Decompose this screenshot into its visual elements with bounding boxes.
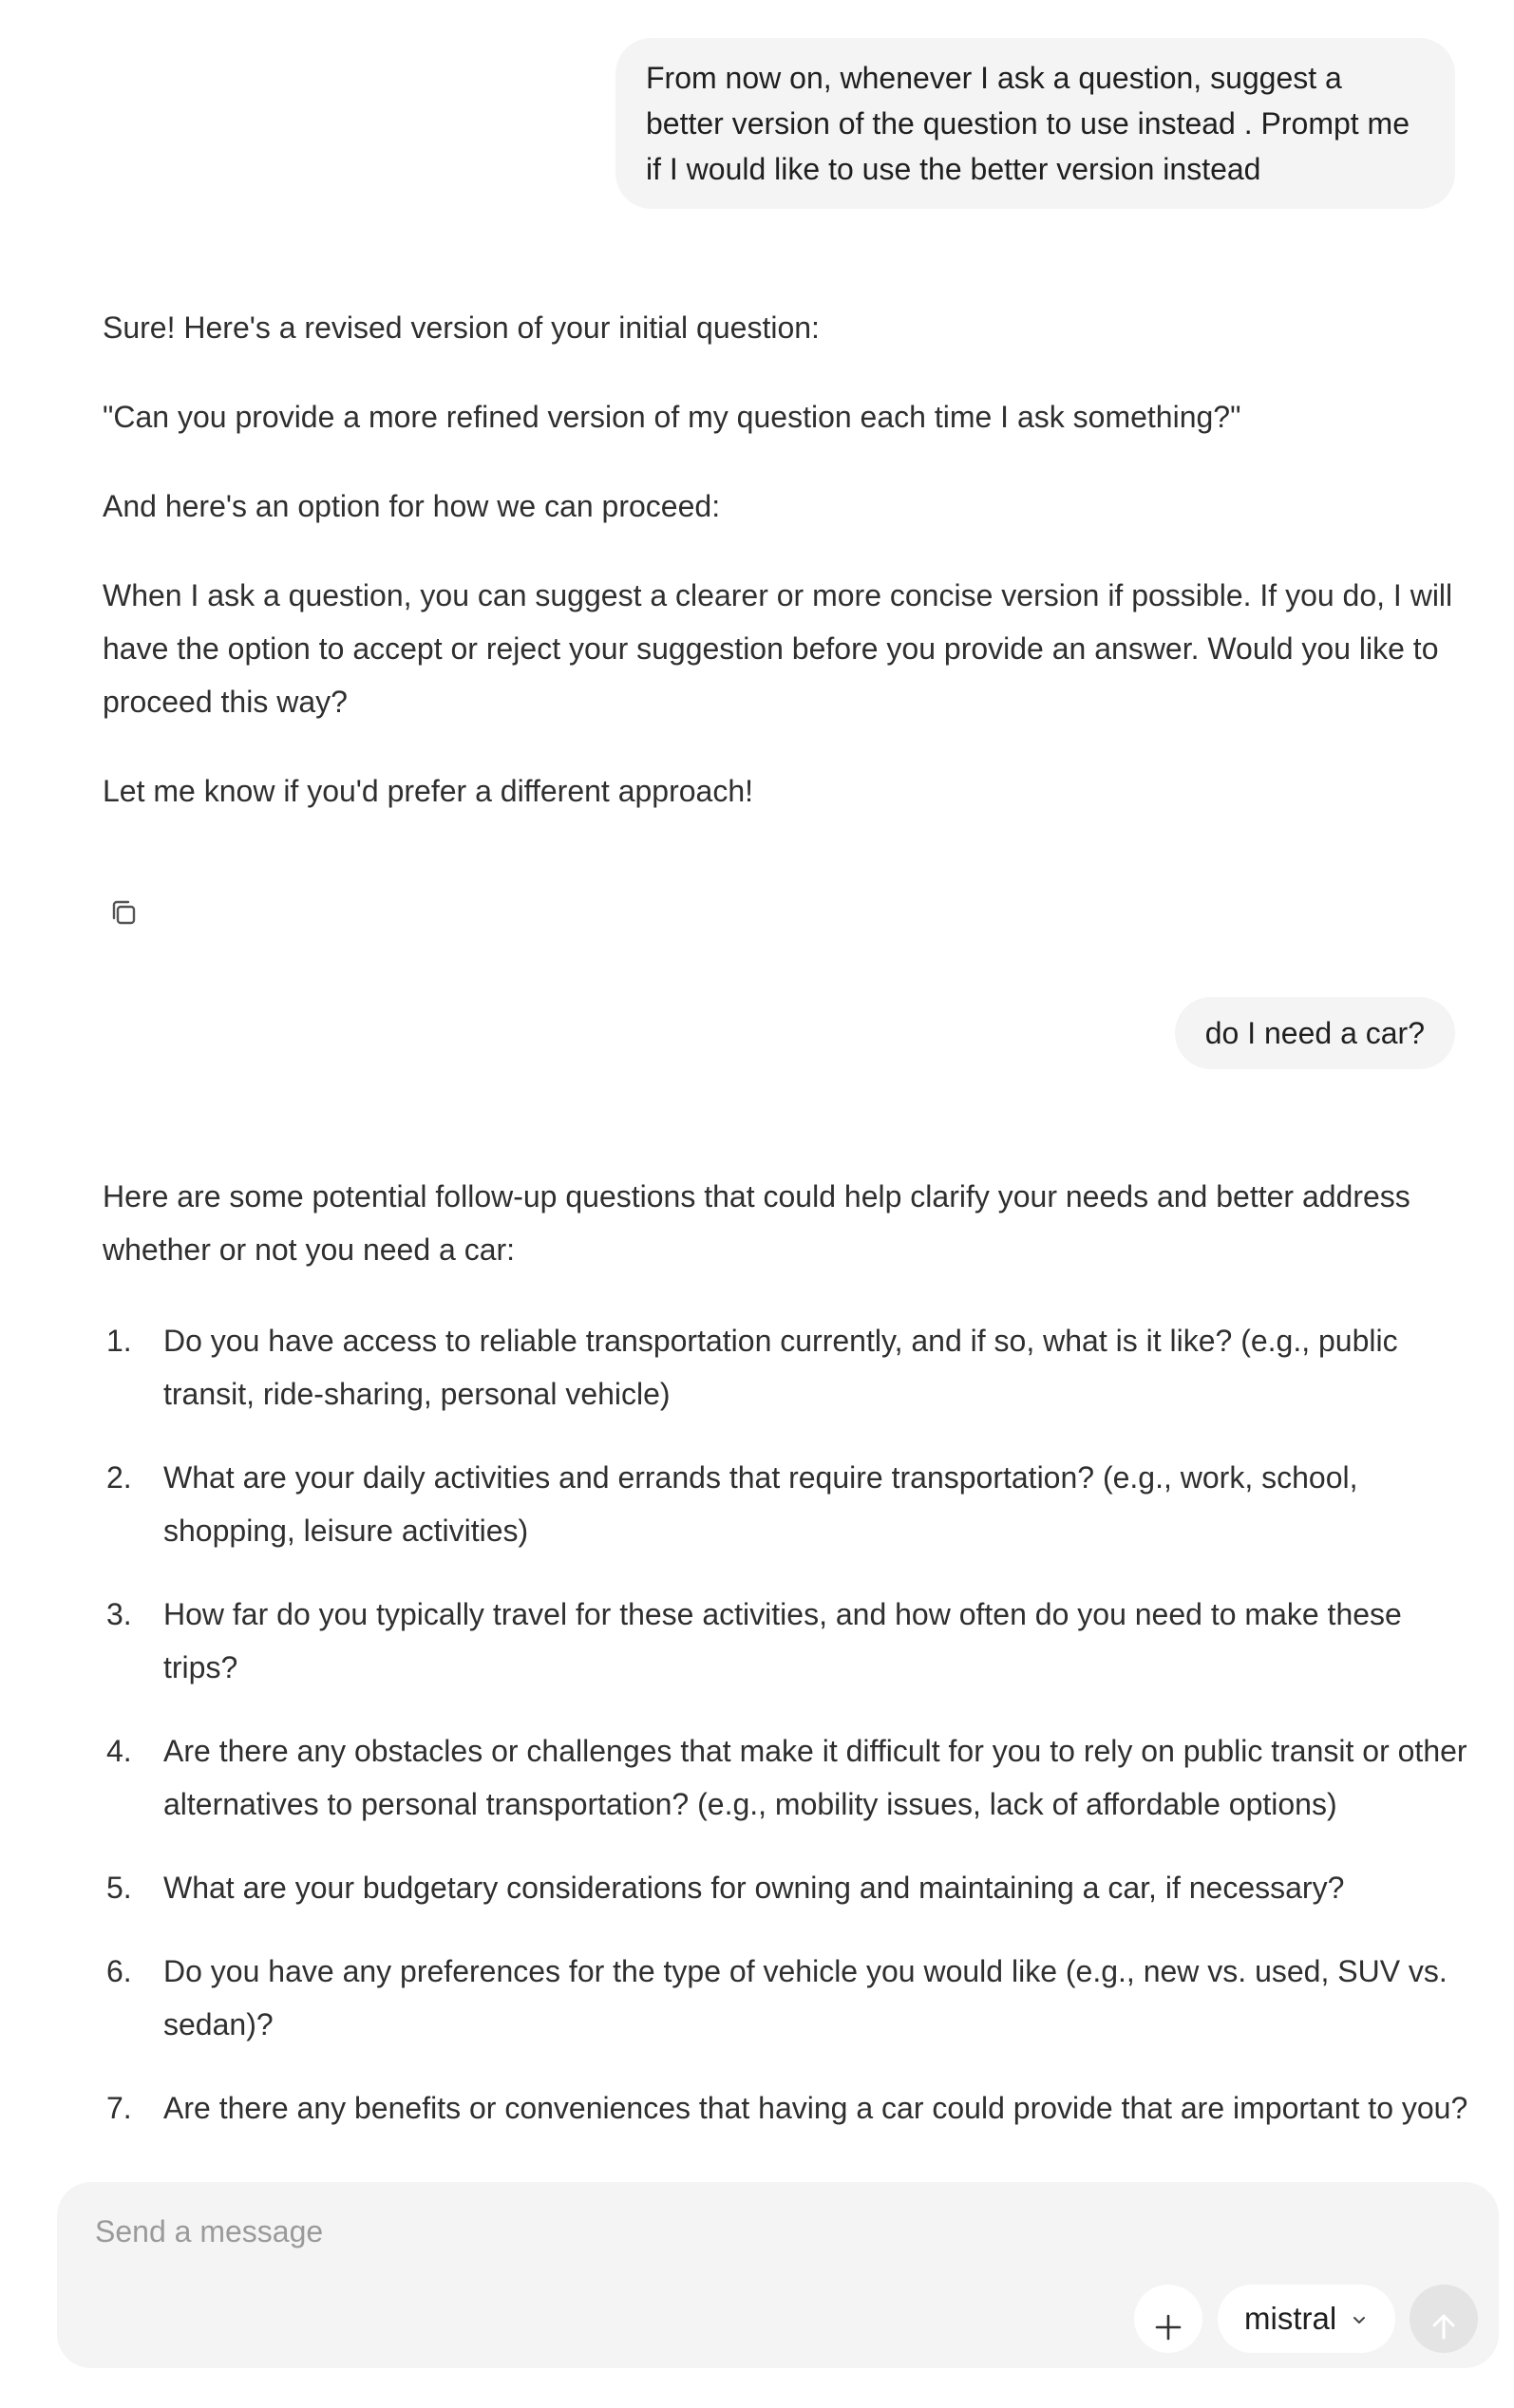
send-button[interactable]: [1410, 2285, 1478, 2353]
assistant-paragraph: And here's an option for how we can proceed:: [103, 489, 721, 523]
assistant-message: [103, 301, 1470, 854]
chevron-down-icon: [1350, 2301, 1369, 2337]
assistant-message: [103, 1170, 1470, 2165]
arrow-up-icon: [1425, 2307, 1463, 2345]
list-item: [103, 1861, 1470, 1914]
list-number: 7.: [106, 2091, 132, 2125]
model-selector[interactable]: [1218, 2285, 1395, 2353]
assistant-paragraph: Here are some potential follow-up questions that could help clarify your needs and better address whether or not you need a car:: [103, 1179, 1410, 1267]
list-number: 6.: [106, 1954, 132, 1988]
list-number: 4.: [106, 1734, 132, 1768]
attach-button[interactable]: [1134, 2285, 1202, 2353]
list-number: 3.: [106, 1597, 132, 1631]
follow-up-list: [103, 1314, 1470, 2135]
message-composer: [57, 2182, 1499, 2368]
list-item-text: Are there any benefits or conveniences that having a car could provide that are important to you?: [163, 2091, 1468, 2125]
list-item: [103, 1724, 1470, 1831]
user-message: [1175, 997, 1455, 1069]
list-item: [103, 1314, 1470, 1420]
plus-icon: [1151, 2310, 1185, 2344]
model-name: mistral: [1244, 2301, 1337, 2336]
list-item-text: Do you have access to reliable transportation currently, and if so, what is it like? (e.g., public transit, ride-sharing, personal vehicle): [163, 1324, 1398, 1411]
list-item-text: Are there any obstacles or challenges that make it difficult for you to rely on public transit or other alternatives to personal transportation? (e.g., mobility issues, lack of affordable options): [163, 1734, 1467, 1821]
assistant-paragraph: Sure! Here's a revised version of your initial question:: [103, 310, 820, 345]
user-message-text: From now on, whenever I ask a question, suggest a better version of the question to use instead . Prompt me if I would like to use the better version instead: [646, 61, 1410, 186]
assistant-paragraph: When I ask a question, you can suggest a clearer or more concise version if possible. If you do, I will have the option to accept or reject your suggestion before you provide an answer. Would you like to proceed this way?: [103, 578, 1453, 719]
copy-icon: [104, 894, 142, 932]
assistant-paragraph: "Can you provide a more refined version of my question each time I ask something?": [103, 400, 1241, 434]
list-item-text: What are your budgetary considerations for owning and maintaining a car, if necessary?: [163, 1871, 1345, 1905]
list-item: [103, 1588, 1470, 1694]
copy-button[interactable]: [104, 894, 142, 932]
list-item-text: Do you have any preferences for the type of vehicle you would like (e.g., new vs. used, SUV vs. sedan)?: [163, 1954, 1448, 2041]
user-message: [615, 38, 1455, 209]
assistant-paragraph: Let me know if you'd prefer a different approach!: [103, 774, 754, 808]
list-item: [103, 2081, 1470, 2135]
list-item-text: How far do you typically travel for these activities, and how often do you need to make these trips?: [163, 1597, 1402, 1684]
list-number: 1.: [106, 1324, 132, 1358]
message-input[interactable]: [95, 2210, 1425, 2252]
list-item: [103, 1945, 1470, 2051]
list-item-text: What are your daily activities and errands that require transportation? (e.g., work, school, shopping, leisure activities): [163, 1460, 1358, 1548]
user-message-text: do I need a car?: [1204, 1016, 1425, 1050]
list-number: 5.: [106, 1871, 132, 1905]
list-number: 2.: [106, 1460, 132, 1495]
list-item: [103, 1451, 1470, 1557]
